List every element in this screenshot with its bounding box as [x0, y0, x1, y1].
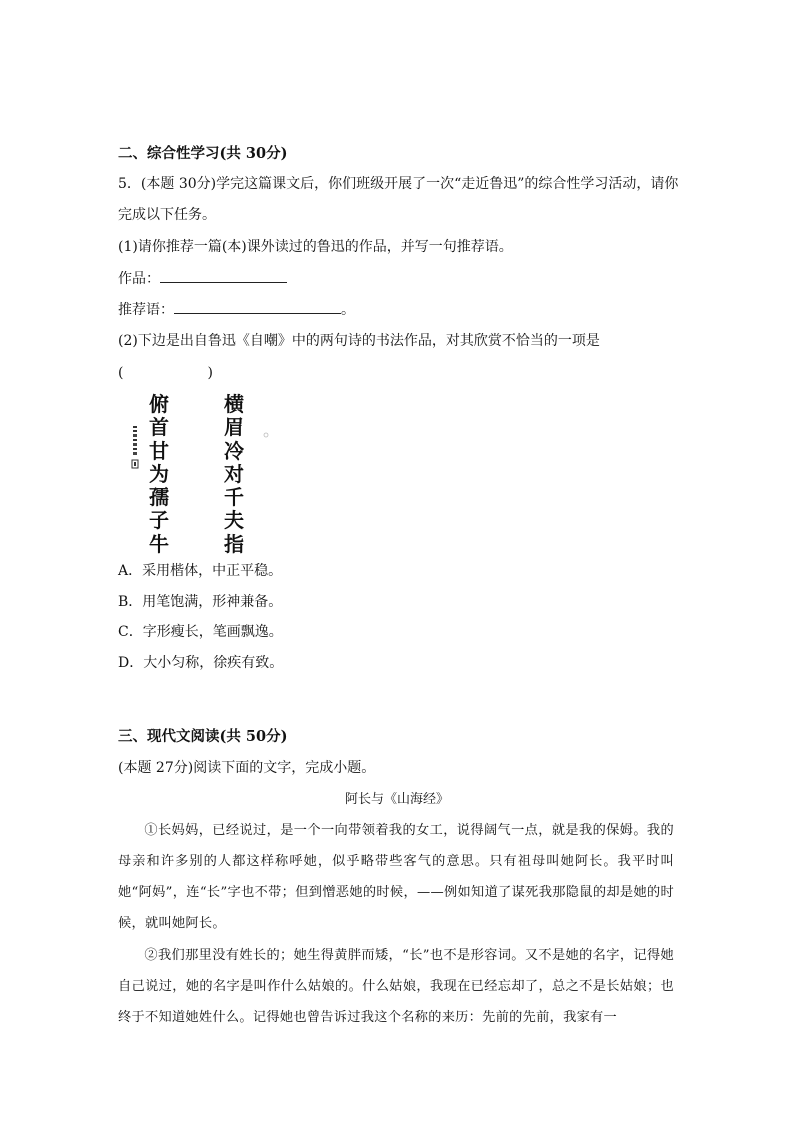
- calligraphy-right-column: [221, 393, 247, 556]
- paragraph-mark-icon: [263, 432, 269, 438]
- section-3-heading: 三、现代文阅读(共 50分): [118, 728, 288, 745]
- calligraphy-char: 冷: [224, 438, 244, 463]
- calligraphy-char: 俯: [149, 392, 169, 416]
- question-5-line-2: 完成以下任务。: [118, 207, 216, 223]
- sub-question-1: (1)请你推荐一篇(本)课外读过的鲁迅的作品，并写一句推荐语。: [118, 239, 513, 255]
- work-answer-row: [118, 268, 287, 289]
- work-answer-blank[interactable]: [160, 268, 287, 283]
- answer-paren-row: [118, 363, 213, 383]
- paren-close: ): [207, 365, 213, 381]
- recommend-end-mark: 。: [341, 302, 355, 318]
- option-c[interactable]: C．字形瘦长，笔画飘逸。: [118, 624, 283, 640]
- calligraphy-char: 千: [224, 485, 244, 510]
- option-d[interactable]: D．大小匀称，徐疾有致。: [118, 655, 284, 671]
- calligraphy-char: 横: [224, 392, 244, 416]
- recommend-answer-row: [118, 299, 355, 320]
- article-title: 阿长与《山海经》: [344, 792, 449, 807]
- option-b[interactable]: B．用笔饱满，形神兼备。: [118, 594, 283, 610]
- seal-stamp-icon: [130, 426, 140, 470]
- recommend-answer-blank[interactable]: [174, 299, 341, 314]
- option-a[interactable]: A．采用楷体，中正平稳。: [118, 563, 283, 579]
- section-2-heading: 二、综合性学习(共 30分): [118, 145, 288, 162]
- sub-question-2: (2)下边是出自鲁迅《自嘲》中的两句诗的书法作品，对其欣赏不恰当的一项是: [118, 333, 600, 349]
- calligraphy-char: 首: [149, 415, 169, 440]
- calligraphy-char: 指: [224, 531, 244, 556]
- article-paragraph-1: ①长妈妈，已经说过，是一个一向带领着我的女工，说得阔气一点，就是我的保姆。我的母亲和许多别的人都这样称呼她，似乎略带些客气的意思。只有祖母叫她阿长。我平时叫她“阿妈”，连“长”字也不带；但到憎恶她的时候，——例如知道了谋死我那隐鼠的却是她的时候，就叫她阿长。: [118, 823, 674, 931]
- calligraphy-char: 牛: [149, 531, 169, 556]
- article-paragraph-2: ②我们那里没有姓长的；她生得黄胖而矮，“长”也不是形容词。又不是她的名字，记得她自己说过，她的名字是叫作什么姑娘的。什么姑娘，我现在已经忘却了，总之不是长姑娘；也终于不知道她姓什么。记得她也曾告诉过我这个名称的来历：先前的先前，我家有一: [118, 948, 674, 1025]
- calligraphy-char: 甘: [149, 438, 169, 463]
- calligraphy-char: 为: [149, 461, 169, 486]
- calligraphy-char: 夫: [224, 508, 244, 533]
- recommend-label: 推荐语：: [118, 302, 174, 318]
- section-3-intro: (本题 27分)阅读下面的文字，完成小题。: [118, 760, 376, 776]
- calligraphy-char: 子: [149, 508, 169, 533]
- calligraphy-char: 对: [224, 461, 244, 486]
- paren-open: (: [118, 365, 124, 381]
- question-5-line-1: 5．(本题 30分)学完这篇课文后，你们班级开展了一次“走近鲁迅”的综合性学习活动，请你: [118, 176, 679, 192]
- work-label: 作品：: [118, 271, 160, 287]
- calligraphy-char: 眉: [224, 415, 244, 440]
- calligraphy-left-column: [146, 393, 172, 556]
- calligraphy-char: 孺: [149, 485, 169, 510]
